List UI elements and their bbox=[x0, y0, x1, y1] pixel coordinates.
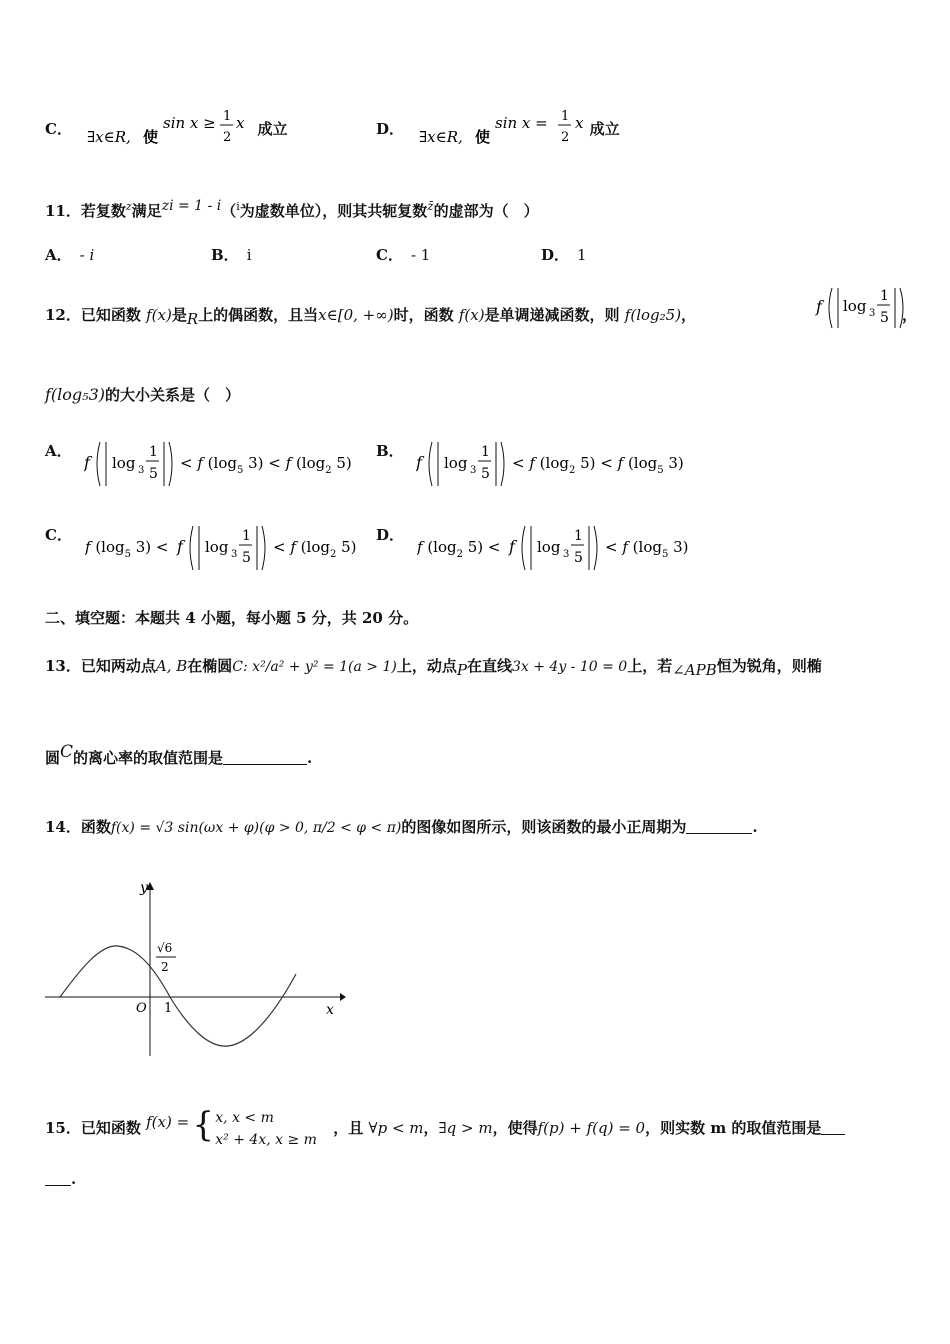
q13-prefix: 13．已知两动点 bbox=[45, 657, 156, 675]
q14-prefix: 14．函数 bbox=[45, 818, 111, 836]
svg-text:5: 5 bbox=[880, 310, 889, 326]
q13-stem bbox=[45, 655, 822, 679]
svg-text:3: 3 bbox=[562, 549, 570, 560]
q11-option-d bbox=[541, 244, 587, 265]
q11-mid1: 满足 bbox=[131, 202, 162, 220]
q11-option-b bbox=[211, 244, 252, 265]
svg-text:log: log bbox=[204, 538, 229, 556]
option-label: C． bbox=[45, 120, 72, 138]
q12-R: R bbox=[186, 310, 199, 328]
q14-function: f(x) = √3 sin(ωx + φ)(φ > 0, π/2 < φ < π) bbox=[110, 820, 402, 836]
option-label: D． bbox=[376, 526, 405, 544]
q13-mid4: 上，若 bbox=[627, 657, 673, 675]
q15-cases bbox=[215, 1107, 333, 1151]
q12-domain: x∈[0, +∞) bbox=[318, 306, 394, 324]
origin-label: O bbox=[136, 1001, 147, 1016]
q10-d-suffix: 成立 bbox=[589, 120, 620, 138]
q15-case1: x, x < m bbox=[215, 1110, 274, 1126]
q15-equation: f(p) + f(q) = 0 bbox=[537, 1119, 646, 1137]
svg-text:x: x bbox=[235, 114, 245, 132]
q15-fx: f(x) = bbox=[146, 1113, 190, 1131]
q15-case2: x² + 4x, x ≥ m bbox=[215, 1132, 317, 1148]
q12-comma: ， bbox=[681, 306, 697, 324]
q11-option-c bbox=[376, 244, 430, 265]
q15-forall: ∀p < m bbox=[368, 1119, 424, 1137]
svg-text:1: 1 bbox=[573, 528, 583, 544]
q13-mid1: 在椭圆 bbox=[187, 657, 233, 675]
svg-text:2: 2 bbox=[222, 130, 232, 145]
q15-stem-line2 bbox=[45, 1170, 76, 1188]
option-label: A． bbox=[45, 246, 72, 264]
svg-text:f (log2 5) <: f ($\log_2$ 5) < bbox=[416, 538, 501, 560]
q14-answer-blank[interactable] bbox=[686, 819, 752, 834]
q11-zbar: z̄ bbox=[427, 199, 434, 213]
section-heading: 二、填空题：本题共 4 小题，每小题 5 分，共 20 分。 bbox=[45, 609, 419, 627]
x-label: x bbox=[326, 1002, 334, 1018]
q11-option-a bbox=[45, 244, 94, 265]
q12-comma-2: ， bbox=[902, 306, 918, 324]
q12-option-b bbox=[376, 438, 706, 490]
q12-mid2: 上的偶函数，且当 bbox=[198, 306, 319, 324]
q15-period: . bbox=[71, 1170, 77, 1188]
svg-text:5: 5 bbox=[481, 466, 491, 482]
q10-d-formula bbox=[417, 108, 607, 152]
q13-period: . bbox=[307, 749, 313, 767]
q13-line2-end: 的离心率的取值范围是 bbox=[73, 749, 224, 767]
svg-text:< f (log2 5) < f (log5 3): < f ($\log_2$ 5) < f ($\log_5$ 3) bbox=[512, 454, 685, 476]
q12-mid4: 是单调递减函数，则 bbox=[484, 306, 620, 324]
q15-comma: ， bbox=[423, 1119, 439, 1137]
q12-option-d bbox=[376, 522, 707, 574]
q15-prefix: 15．已知函数 bbox=[45, 1119, 141, 1137]
svg-text:∃x∈R,: ∃x∈R, bbox=[418, 128, 463, 146]
q15-answer-blank-2[interactable] bbox=[45, 1171, 71, 1186]
option-label: C． bbox=[376, 246, 403, 264]
q10-c-suffix: 成立 bbox=[257, 120, 288, 138]
q11-z: z bbox=[125, 200, 132, 213]
svg-text:f: f bbox=[816, 297, 822, 316]
svg-text:∃x∈R,: ∃x∈R, bbox=[86, 128, 131, 146]
q13-p: P bbox=[456, 661, 467, 679]
q13-answer-blank[interactable] bbox=[223, 750, 307, 765]
q12-c-formula bbox=[85, 522, 375, 574]
svg-text:1: 1 bbox=[481, 444, 491, 460]
q11-mid3: 为虚数单位），则其共轭复数 bbox=[239, 202, 428, 220]
q15-answer-blank-1[interactable] bbox=[821, 1120, 845, 1135]
q12-fx: f(x) bbox=[146, 306, 172, 324]
y-label: y bbox=[140, 880, 148, 896]
y-mark-denominator: 2 bbox=[161, 960, 169, 974]
q14-graph bbox=[40, 878, 350, 1060]
q13-stem-line2 bbox=[45, 742, 312, 768]
svg-text:3: 3 bbox=[470, 465, 477, 476]
svg-text:3: 3 bbox=[138, 465, 145, 476]
svg-text:1: 1 bbox=[241, 528, 251, 544]
svg-text:f: f bbox=[508, 537, 515, 556]
svg-text:log: log bbox=[536, 538, 561, 556]
svg-text:5: 5 bbox=[573, 550, 583, 566]
q12-b-formula bbox=[416, 438, 706, 490]
q10-option-c bbox=[45, 108, 296, 152]
option-label: B． bbox=[211, 246, 239, 264]
q12-option-c bbox=[45, 522, 375, 574]
svg-text:3: 3 bbox=[230, 549, 238, 560]
q12-option-a bbox=[45, 438, 374, 490]
svg-text:f (log5 3) <: f ($\log_5$ 3) < bbox=[84, 538, 169, 560]
svg-text:log: log bbox=[112, 454, 136, 472]
q15-mid2: ，使得 bbox=[492, 1119, 538, 1137]
option-label: B． bbox=[376, 442, 404, 460]
q11-equation: zi = 1 - i bbox=[161, 198, 222, 214]
option-label: A． bbox=[45, 442, 72, 460]
sine-curve bbox=[60, 946, 296, 1046]
q12-prefix: 12．已知函数 bbox=[45, 306, 141, 324]
x-axis-arrow bbox=[340, 993, 346, 1001]
q14-stem bbox=[45, 816, 758, 837]
q15-mid1: ，且 bbox=[333, 1119, 364, 1137]
q13-mid2: 上，动点 bbox=[396, 657, 457, 675]
y-mark-numerator: √6 bbox=[157, 941, 173, 955]
q11-prefix: 11．若复数 bbox=[45, 202, 126, 220]
svg-text:< f (log5 3) < f (log2 5): < f ($\log_5$ 3) < f ($\log_2$ 5) bbox=[180, 454, 353, 476]
q12-stem bbox=[45, 304, 696, 328]
svg-text:5: 5 bbox=[241, 550, 251, 566]
q14-period: . bbox=[752, 818, 758, 836]
q11-end: 的虚部为（ ） bbox=[433, 202, 539, 220]
option-label: D． bbox=[376, 120, 405, 138]
svg-text:5: 5 bbox=[149, 466, 159, 482]
svg-text:sin x =: sin x = bbox=[494, 114, 548, 132]
x-tick-1: 1 bbox=[164, 1001, 173, 1016]
option-value: - 1 bbox=[410, 246, 431, 264]
q15-stem bbox=[45, 1107, 845, 1151]
option-label: C． bbox=[45, 526, 72, 544]
svg-text:< f (log2 5): < f ($\log_2$ 5) bbox=[272, 538, 357, 560]
q12-value-abs-log3 bbox=[812, 284, 907, 332]
q12-fx-2: f(x) bbox=[458, 306, 485, 324]
svg-text:2: 2 bbox=[560, 130, 570, 145]
svg-text:1: 1 bbox=[880, 288, 889, 304]
q13-mid3: 在直线 bbox=[466, 657, 512, 675]
q12-d-formula bbox=[417, 522, 707, 574]
svg-text:使: 使 bbox=[474, 128, 490, 146]
option-value: i bbox=[246, 246, 252, 264]
svg-text:f: f bbox=[84, 453, 91, 472]
q13-ellipse: C: x²/a² + y² = 1(a > 1) bbox=[232, 659, 397, 675]
q12-value-log5-3: f(log₅3) bbox=[45, 385, 105, 404]
svg-text:3: 3 bbox=[869, 308, 876, 319]
q15-end: ，则实数 m 的取值范围是 bbox=[645, 1119, 822, 1137]
q14-end: 的图像如图所示，则该函数的最小正周期为 bbox=[401, 818, 687, 836]
option-value: 1 bbox=[577, 246, 587, 264]
q13-line: 3x + 4y - 10 = 0 bbox=[511, 659, 628, 675]
q12-end: 的大小关系是（ ） bbox=[105, 386, 241, 404]
svg-text:使: 使 bbox=[142, 128, 158, 146]
q10-option-d bbox=[376, 108, 628, 152]
q12-mid3: 时，函数 bbox=[393, 306, 454, 324]
q12-value-log2-5: f(log₂5) bbox=[624, 306, 682, 324]
option-value: - i bbox=[79, 246, 95, 264]
q11-stem bbox=[45, 198, 539, 221]
q13-mid5: 恒为锐角，则椭 bbox=[716, 657, 822, 675]
svg-text:1: 1 bbox=[560, 109, 570, 124]
q10-c-formula bbox=[85, 108, 275, 152]
q13-line2-prefix: 圆 bbox=[45, 749, 61, 767]
svg-text:f: f bbox=[176, 537, 183, 556]
option-label: D． bbox=[541, 246, 570, 264]
svg-text:1: 1 bbox=[222, 109, 232, 124]
q11-mid2: （ bbox=[221, 202, 237, 220]
svg-text:sin x ≥: sin x ≥ bbox=[162, 114, 216, 132]
q15-brace: { bbox=[192, 1105, 215, 1145]
svg-text:log: log bbox=[444, 454, 468, 472]
q12-a-formula bbox=[84, 438, 374, 490]
svg-text:< f (log5 3): < f ($\log_5$ 3) bbox=[604, 538, 689, 560]
q12-mid1: 是 bbox=[171, 306, 187, 324]
svg-text:1: 1 bbox=[149, 444, 159, 460]
q12-stem-line2 bbox=[45, 384, 240, 405]
q15-exists: ∃q > m bbox=[438, 1119, 493, 1137]
q11-i: i bbox=[236, 200, 240, 213]
svg-text:x: x bbox=[574, 114, 584, 132]
svg-text:log: log bbox=[843, 297, 867, 315]
q13-angle: ∠APB bbox=[672, 661, 717, 679]
svg-text:f: f bbox=[416, 453, 423, 472]
q13-ab: A, B bbox=[155, 657, 188, 675]
q13-c: C bbox=[60, 742, 74, 762]
